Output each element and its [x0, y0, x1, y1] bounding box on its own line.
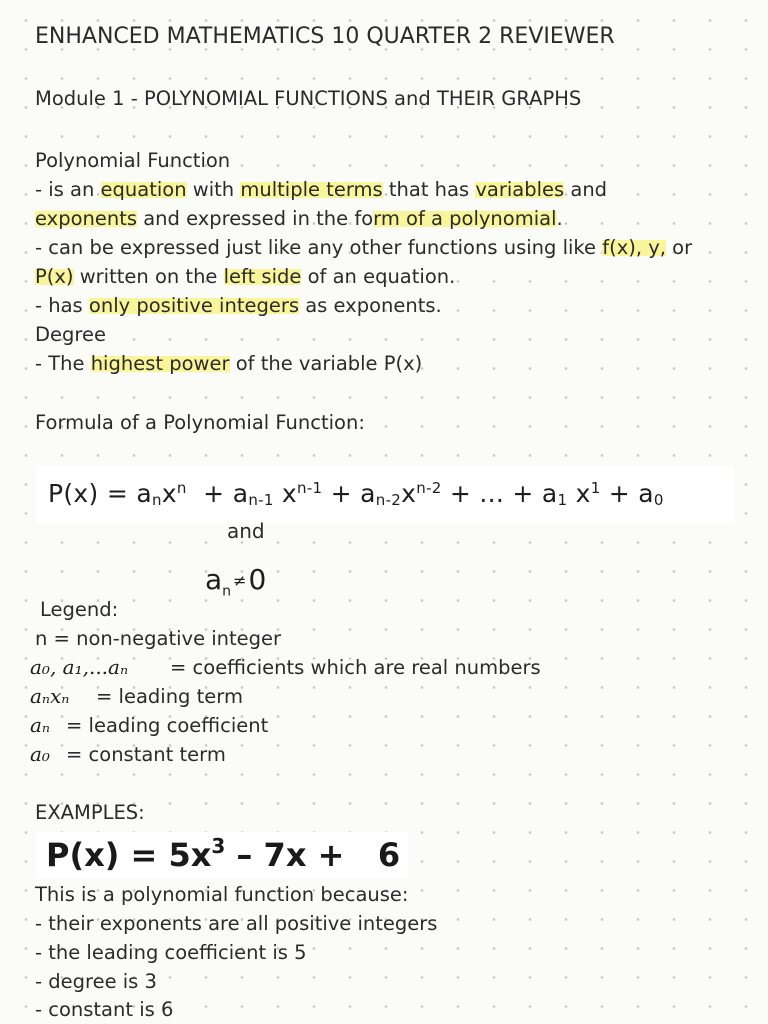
text: as exponents.: [299, 294, 442, 317]
polynomial-def-line-1: [35, 177, 607, 203]
highlight-positive-integers: only positive integers: [88, 294, 300, 317]
highlight-left-side: left side: [223, 265, 302, 288]
text: P(x) =: [48, 479, 137, 508]
formula-label: Formula of a Polynomial Function:: [35, 411, 365, 434]
highlight-fx-y: f(x), y,: [602, 236, 666, 259]
highlight-exponents: exponents: [35, 207, 138, 230]
text: 0: [248, 563, 267, 596]
text: and expressed in the fo: [137, 207, 374, 230]
example-reason-2: - the leading coefficient is 5: [35, 941, 307, 964]
highlight-px: P(x): [35, 265, 74, 288]
text: +: [600, 479, 639, 508]
example-reason: This is a polynomial function because:: [35, 883, 409, 906]
examples-heading: EXAMPLES:: [35, 801, 145, 824]
text: - is an: [35, 178, 101, 201]
text: 3: [211, 834, 226, 858]
text: n: [151, 491, 162, 509]
polynomial-def-line-3: [35, 235, 692, 261]
example-reason-4: - constant is 6: [35, 998, 174, 1021]
text: n-1: [248, 491, 274, 509]
legend-coefficients-symbol: a₀, a₁,...aₙ: [30, 655, 129, 679]
text: - has: [35, 294, 89, 317]
polynomial-def-line-4: [35, 264, 455, 290]
module-heading: Module 1 - POLYNOMIAL FUNCTIONS and THEIR GRAPHS: [35, 87, 582, 110]
text: of the variable P(x): [229, 352, 423, 375]
text: n-2: [416, 479, 442, 497]
example-equation: [46, 834, 400, 874]
legend-coefficients-def: = coefficients which are real numbers: [170, 656, 541, 679]
highlight-multiple-terms: multiple terms: [240, 178, 383, 201]
legend-heading: Legend:: [40, 598, 119, 621]
text: x: [567, 479, 591, 508]
text: a: [136, 479, 152, 508]
degree-heading: Degree: [35, 323, 106, 346]
text: 0: [653, 491, 664, 509]
highlight-highest-power: highest power: [90, 352, 230, 375]
text: 1: [557, 491, 568, 509]
polynomial-def-line-5: [35, 293, 442, 319]
text: .: [556, 207, 563, 230]
text: of an equation.: [301, 265, 456, 288]
text: written on the: [73, 265, 224, 288]
text: x: [401, 479, 417, 508]
legend-n: n = non-negative integer: [35, 627, 282, 650]
text: - The: [35, 352, 91, 375]
polynomial-heading: Polynomial Function: [35, 149, 231, 172]
text: n-2: [375, 491, 402, 509]
text: + ... +: [441, 479, 542, 508]
legend-leading-term-symbol: aₙxₙ: [30, 684, 70, 708]
degree-def: [35, 351, 422, 377]
page-title: ENHANCED MATHEMATICS 10 QUARTER 2 REVIEWER: [35, 24, 615, 49]
text: a: [205, 563, 223, 596]
legend-constant-def: = constant term: [66, 743, 226, 766]
legend-leading-coefficient-def: = leading coefficient: [66, 714, 269, 737]
legend-constant-symbol: a₀: [30, 742, 50, 766]
text: ≠: [233, 571, 247, 590]
legend-leading-coefficient-symbol: aₙ: [30, 713, 51, 737]
polynomial-def-line-2: [35, 206, 563, 232]
text: – 7x + 6: [225, 836, 401, 874]
text: with: [186, 178, 241, 201]
text: n: [222, 583, 232, 600]
text: that has: [382, 178, 476, 201]
text: a: [360, 479, 376, 508]
formula-and: and: [227, 519, 265, 543]
text: x: [273, 479, 298, 508]
leading-coefficient-nonzero: [205, 563, 266, 600]
text: or: [665, 236, 693, 259]
highlight-equation: equation: [100, 178, 187, 201]
text: a: [232, 479, 249, 508]
polynomial-formula: [48, 479, 664, 509]
text: a: [541, 479, 558, 508]
highlight-form-of-polynomial: rm of a polynomial: [373, 207, 557, 230]
highlight-variables: variables: [475, 178, 565, 201]
text: n: [176, 479, 187, 497]
text: n-1: [297, 479, 323, 497]
text: and: [564, 178, 608, 201]
text: x: [161, 479, 177, 508]
legend-leading-term-def: = leading term: [96, 685, 243, 708]
text: P(x) = 5x: [46, 836, 212, 874]
example-reason-3: - degree is 3: [35, 970, 157, 993]
example-reason-1: - their exponents are all positive integers: [35, 912, 438, 935]
text: +: [186, 479, 233, 508]
text: - can be expressed just like any other functions using like: [35, 236, 603, 259]
text: a: [638, 479, 654, 508]
text: 1: [590, 479, 601, 497]
text: +: [322, 479, 361, 508]
